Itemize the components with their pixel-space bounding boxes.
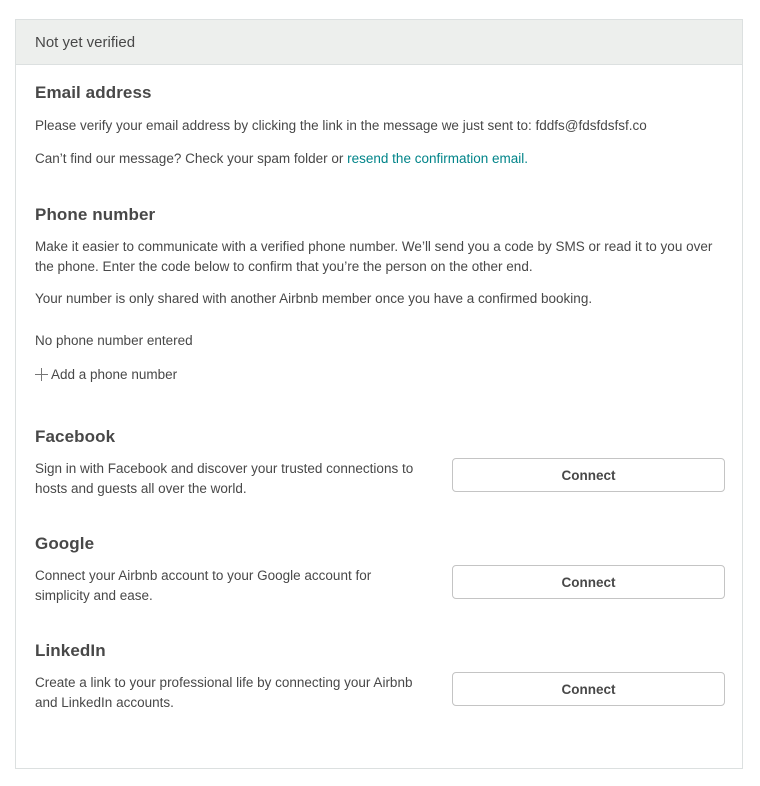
- panel-body: [16, 65, 742, 710]
- email-spam-text: [35, 149, 725, 169]
- resend-confirmation-link[interactable]: resend the confirmation email.: [347, 151, 528, 166]
- phone-section: [35, 205, 725, 382]
- email-section: [35, 83, 725, 169]
- phone-description: Make it easier to communicate with a verified phone number. We’ll send you a code by SMS or read it to you over the phone. Enter the code below to confirm that you’re the person on the other end.: [35, 239, 713, 274]
- phone-title: Phone number: [35, 205, 156, 224]
- phone-empty-state: No phone number entered: [35, 333, 193, 348]
- verification-status: Not yet verified: [35, 33, 136, 51]
- panel-header: [16, 20, 742, 65]
- email-title: Email address: [35, 83, 152, 102]
- facebook-description: Sign in with Facebook and discover your trusted connections to hosts and guests all over the world.: [35, 461, 414, 496]
- phone-privacy-note: Your number is only shared with another Airbnb member once you have a confirmed booking.: [35, 291, 593, 306]
- google-section: [35, 534, 725, 606]
- facebook-title: Facebook: [35, 427, 116, 446]
- verification-panel: [15, 19, 743, 769]
- facebook-section: [35, 427, 725, 499]
- google-row: [35, 566, 725, 606]
- facebook-row: [35, 459, 725, 499]
- linkedin-title: LinkedIn: [35, 641, 106, 660]
- plus-icon: [35, 368, 48, 381]
- google-title: Google: [35, 534, 95, 553]
- linkedin-connect-button[interactable]: Connect: [452, 672, 725, 706]
- email-message: Please verify your email address by clicking the link in the message we just sent to: fddfs@fdsfdsfsf.co: [35, 118, 647, 133]
- spam-text: Can’t find our message? Check your spam folder or: [35, 151, 348, 166]
- add-phone-button[interactable]: [35, 367, 725, 382]
- google-description: Connect your Airbnb account to your Google account for simplicity and ease.: [35, 568, 372, 603]
- google-connect-button[interactable]: Connect: [452, 565, 725, 599]
- linkedin-section: [35, 641, 725, 713]
- linkedin-row: [35, 673, 725, 713]
- facebook-connect-button[interactable]: Connect: [452, 458, 725, 492]
- linkedin-description: Create a link to your professional life by connecting your Airbnb and LinkedIn accounts.: [35, 675, 413, 710]
- add-phone-label: Add a phone number: [51, 367, 178, 382]
